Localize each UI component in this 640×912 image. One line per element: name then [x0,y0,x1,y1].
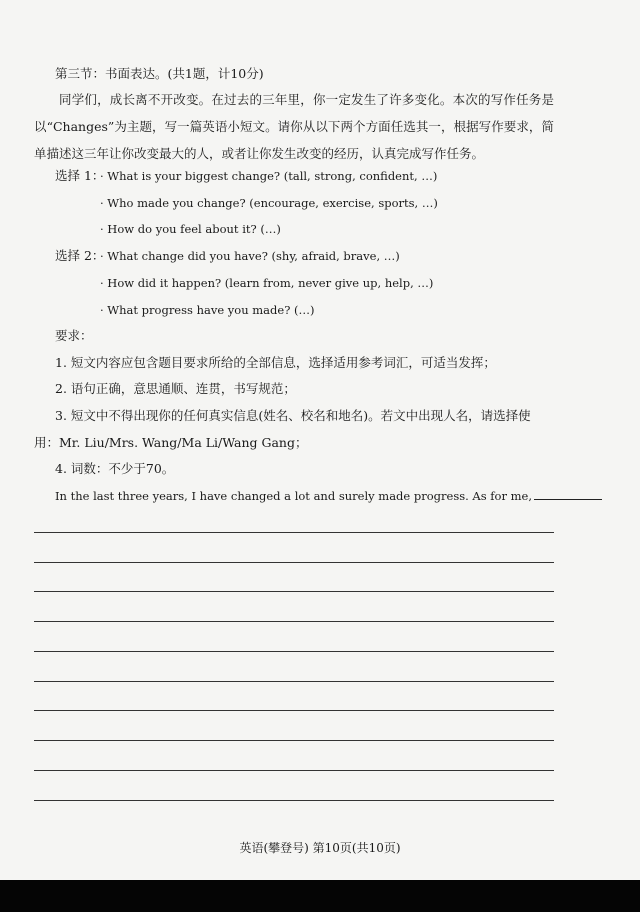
choice-1-label: 选择 1： [55,168,105,183]
requirements-title: 要求： [55,328,93,343]
scan-edge [0,880,640,912]
choice-1-bullet: · How do you feel about it? (…) [100,222,281,236]
writing-prompt: 同学们，成长离不开改变。在过去的三年里，你一定发生了许多变化。本次的写作任务是以“Changes”为主题，写一篇英语小短文。请你从以下两个方面任选其一，根据写作要求，简单描述这三年让你改变最大的人，或者让你发生改变的经历，认真完成写作任务。 [34,92,554,161]
starter-sentence [55,487,602,504]
starter-text: In the last three years, I have changed a lot and surely made progress. As for me, [55,489,532,503]
requirement-item: 4. 词数：不少于70。 [55,461,175,476]
writing-line[interactable] [34,562,554,563]
writing-line[interactable] [34,740,554,741]
starter-blank[interactable] [534,487,602,500]
page-footer: 英语(攀登号) 第10页(共10页) [239,841,401,855]
choice-1-bullet: · What is your biggest change? (tall, strong, confident, …) [100,169,438,183]
writing-line[interactable] [34,621,554,622]
choice-2-bullet: · What progress have you made? (…) [100,303,315,317]
section-title: 第三节：书面表达。(共1题，计10分) [55,66,264,81]
choice-1-bullet: · Who made you change? (encourage, exercise, sports, …) [100,196,438,210]
choice-2-bullet: · What change did you have? (shy, afraid, brave, …) [100,249,400,263]
writing-line[interactable] [34,532,554,533]
writing-line[interactable] [34,651,554,652]
writing-line[interactable] [34,681,554,682]
requirement-item: 2. 语句正确，意思通顺、连贯，书写规范； [55,381,296,396]
writing-line[interactable] [34,591,554,592]
requirement-item: 1. 短文内容应包含题目要求所给的全部信息，选择适用参考词汇，可适当发挥； [55,355,496,370]
choice-2-label: 选择 2： [55,248,105,263]
writing-line[interactable] [34,800,554,801]
writing-line[interactable] [34,770,554,771]
choice-2-bullet: · How did it happen? (learn from, never give up, help, …) [100,276,434,290]
writing-line[interactable] [34,710,554,711]
requirement-item: 3. 短文中不得出现你的任何真实信息(姓名、校名和地名)。若文中出现人名，请选择使用：Mr. Liu/Mrs. Wang/Ma Li/Wang Gang； [34,408,531,450]
